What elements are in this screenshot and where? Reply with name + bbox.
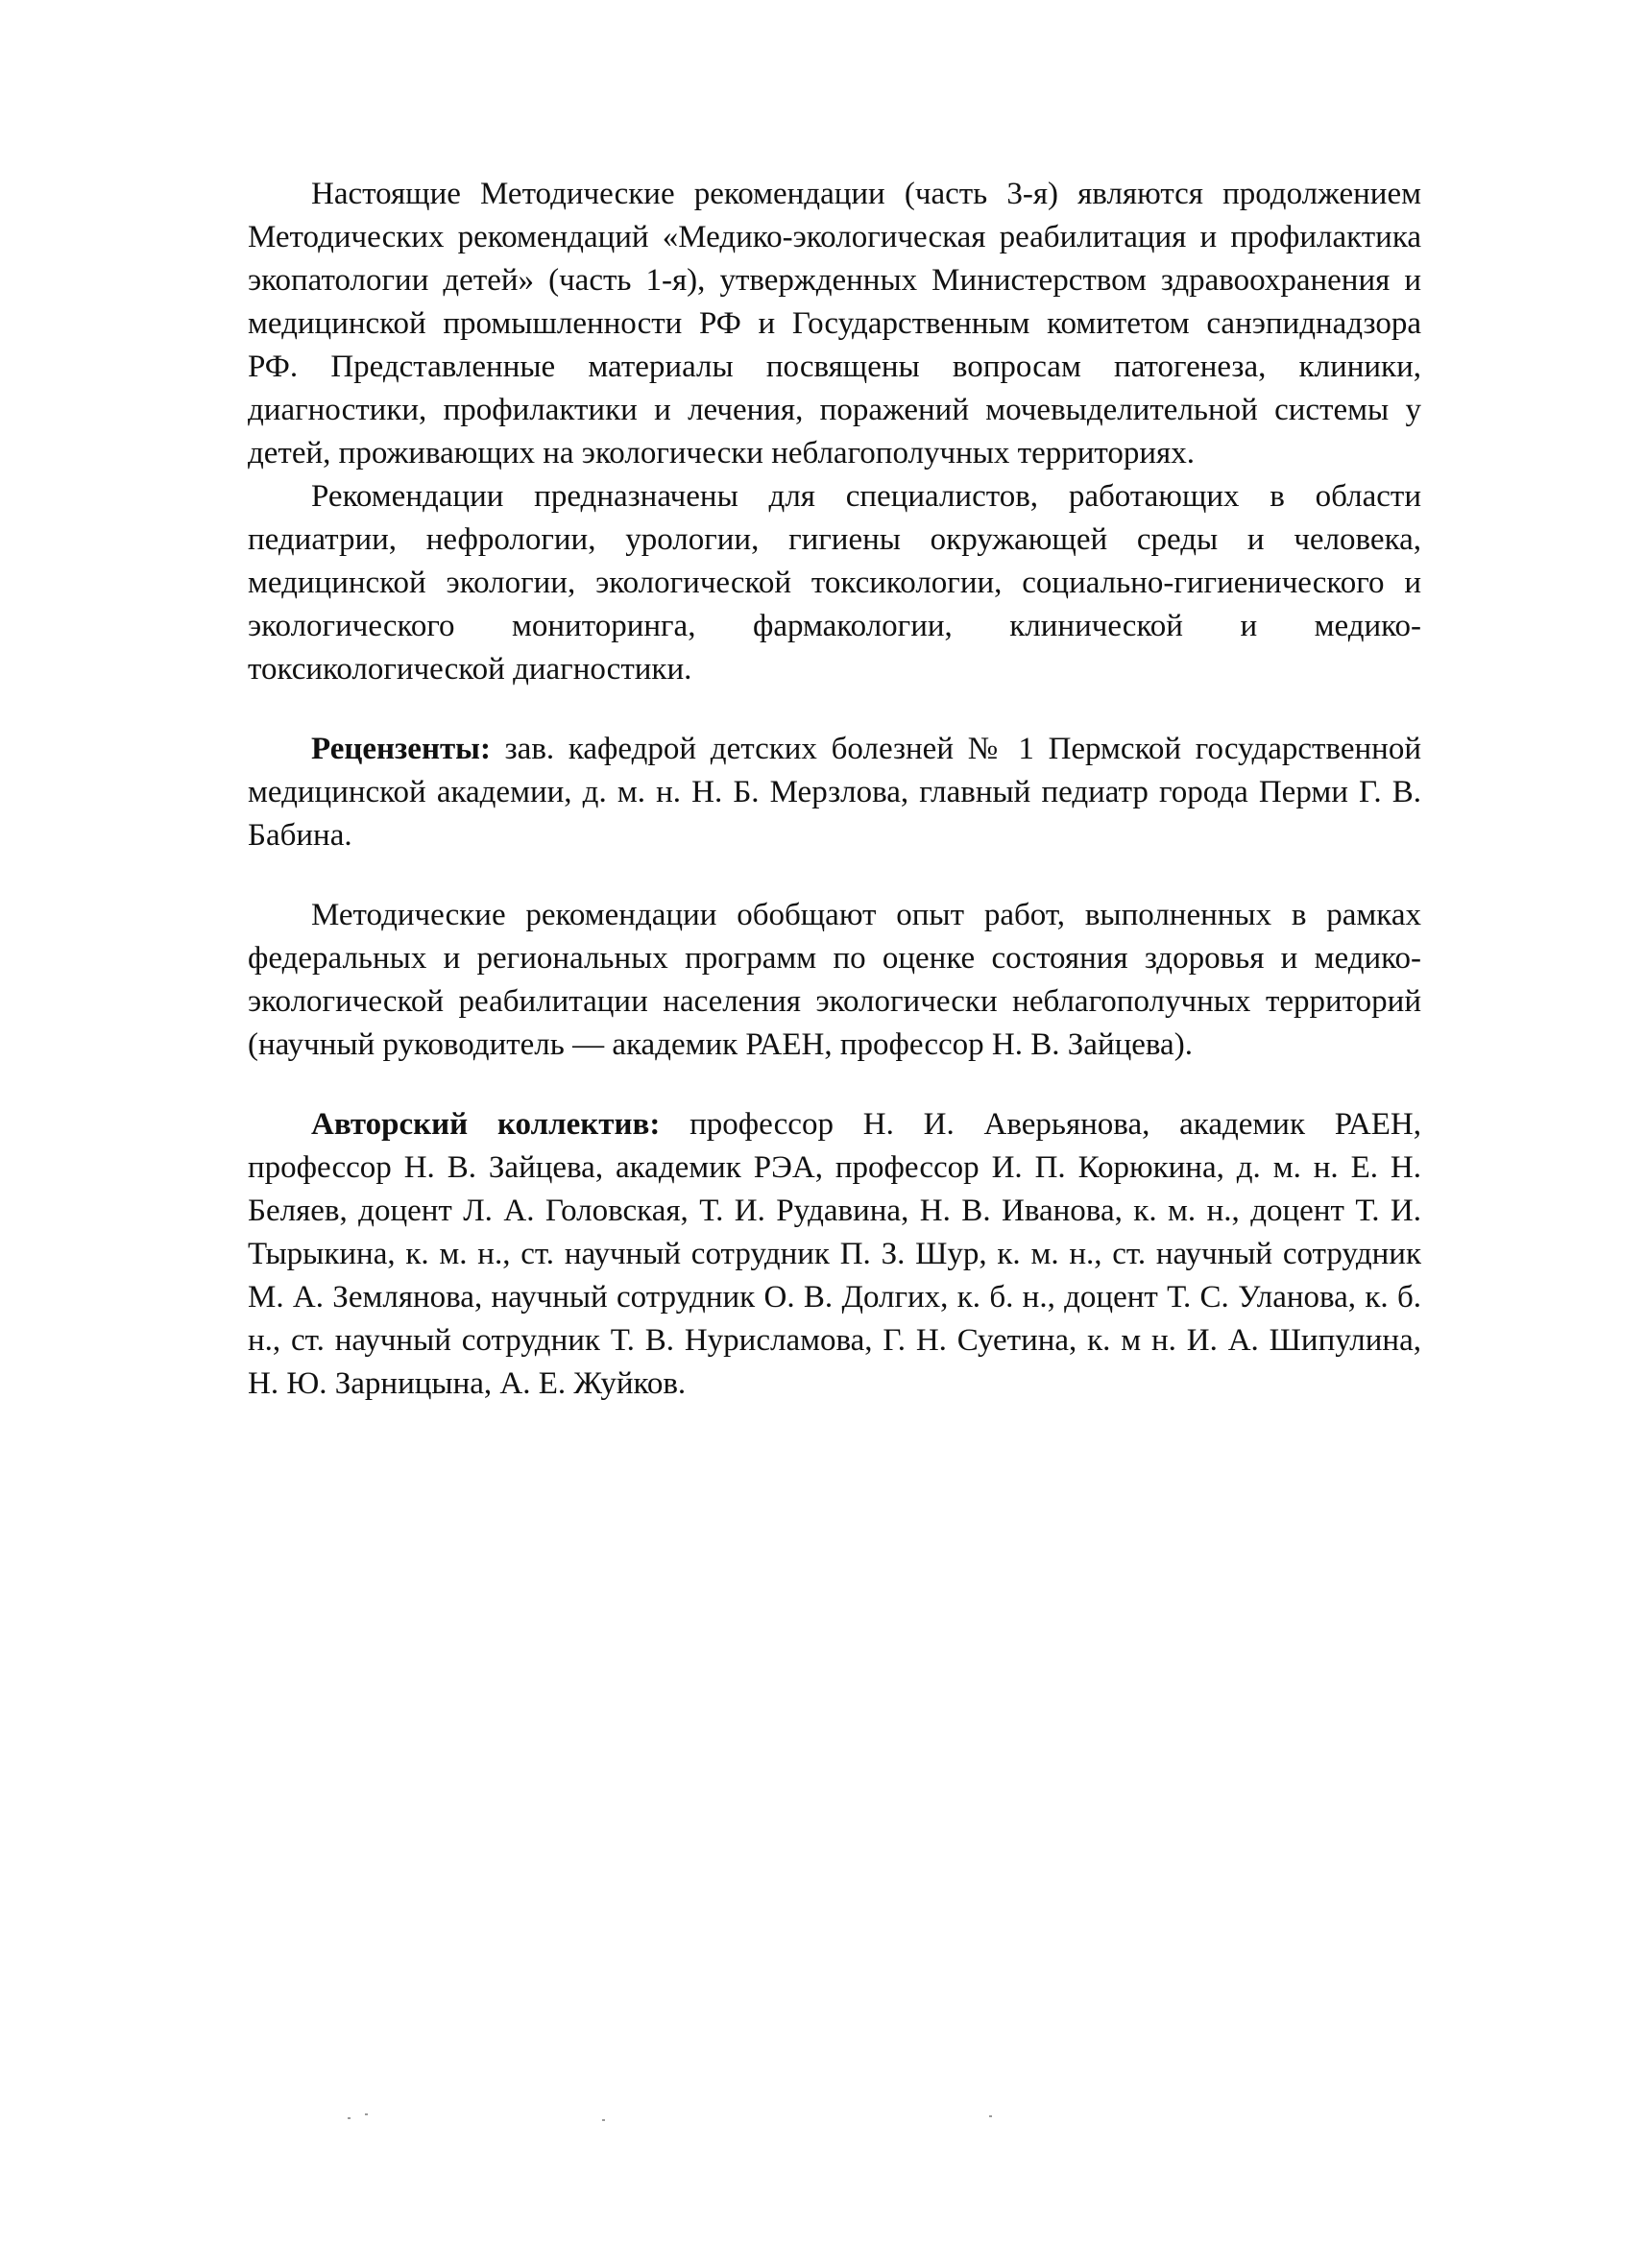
scan-speck [989, 2115, 992, 2117]
scan-speck [348, 2117, 351, 2119]
reviewers-label: Рецензенты: [311, 732, 491, 766]
authors-paragraph [248, 1103, 1421, 1406]
intro-paragraph-1: Настоящие Методические рекомендации (часть 3-я) являются продолжением Методических рекомендаций «Медико-экологическая реабилитация и профилактика экопатологии детей» (часть 1-я), утвержденных Министерством здравоохранения и медицинской промышленности РФ и Государственным комитетом санэпиднадзора РФ. Представленные материалы посвящены вопросам патогенеза, клиники, диагностики, профилактики и лечения, поражений мочевыделительной системы у детей, проживающих на экологически неблагополучных территориях. [248, 177, 1421, 470]
summary-paragraph: Методические рекомендации обобщают опыт работ, выполненных в рамках федеральных и региональных программ по оценке состояния здоровья и медико-экологической реабилитации населения экологически неблагополучных территорий (научный руководитель — академик РАЕН, профессор Н. В. Зайцева). [248, 898, 1421, 1062]
document-page [248, 173, 1421, 1406]
intro-paragraph-2: Рекомендации предназначены для специалистов, работающих в области педиатрии, нефрологии, урологии, гигиены окружающей среды и человека, медицинской экологии, экологической токсикологии, социально-гигиенического и экологического мониторинга, фармакологии, клинической и медико-токсикологической диагностики. [248, 479, 1421, 687]
scan-speck [602, 2119, 605, 2121]
reviewers-paragraph [248, 728, 1421, 857]
scan-speck [365, 2113, 368, 2115]
reviewers-text: зав. кафедрой детских болезней № 1 Пермской государственной медицинской академии, д. м. н. Н. Б. Мерзлова, главный педиатр города Перми Г. В. Бабина. [248, 732, 1421, 853]
authors-text: профессор Н. И. Аверьянова, академик РАЕН, профессор Н. В. Зайцева, академик РЭА, профессор И. П. Корюкина, д. м. н. Е. Н. Беляев, доцент Л. А. Головская, Т. И. Рудавина, Н. В. Иванова, к. м. н., доцент Т. И. Тырыкина, к. м. н., ст. научный сотрудник П. З. Шур, к. м. н., ст. научный сотрудник М. А. Землянова, научный сотрудник О. В. Долгих, к. б. н., доцент Т. С. Уланова, к. б. н., ст. научный сотрудник Т. В. Нурисламова, Г. Н. Суетина, к. м н. И. А. Шипулина, Н. Ю. Зарницына, А. Е. Жуйков. [248, 1107, 1421, 1401]
authors-label: Авторский коллектив: [311, 1107, 661, 1142]
